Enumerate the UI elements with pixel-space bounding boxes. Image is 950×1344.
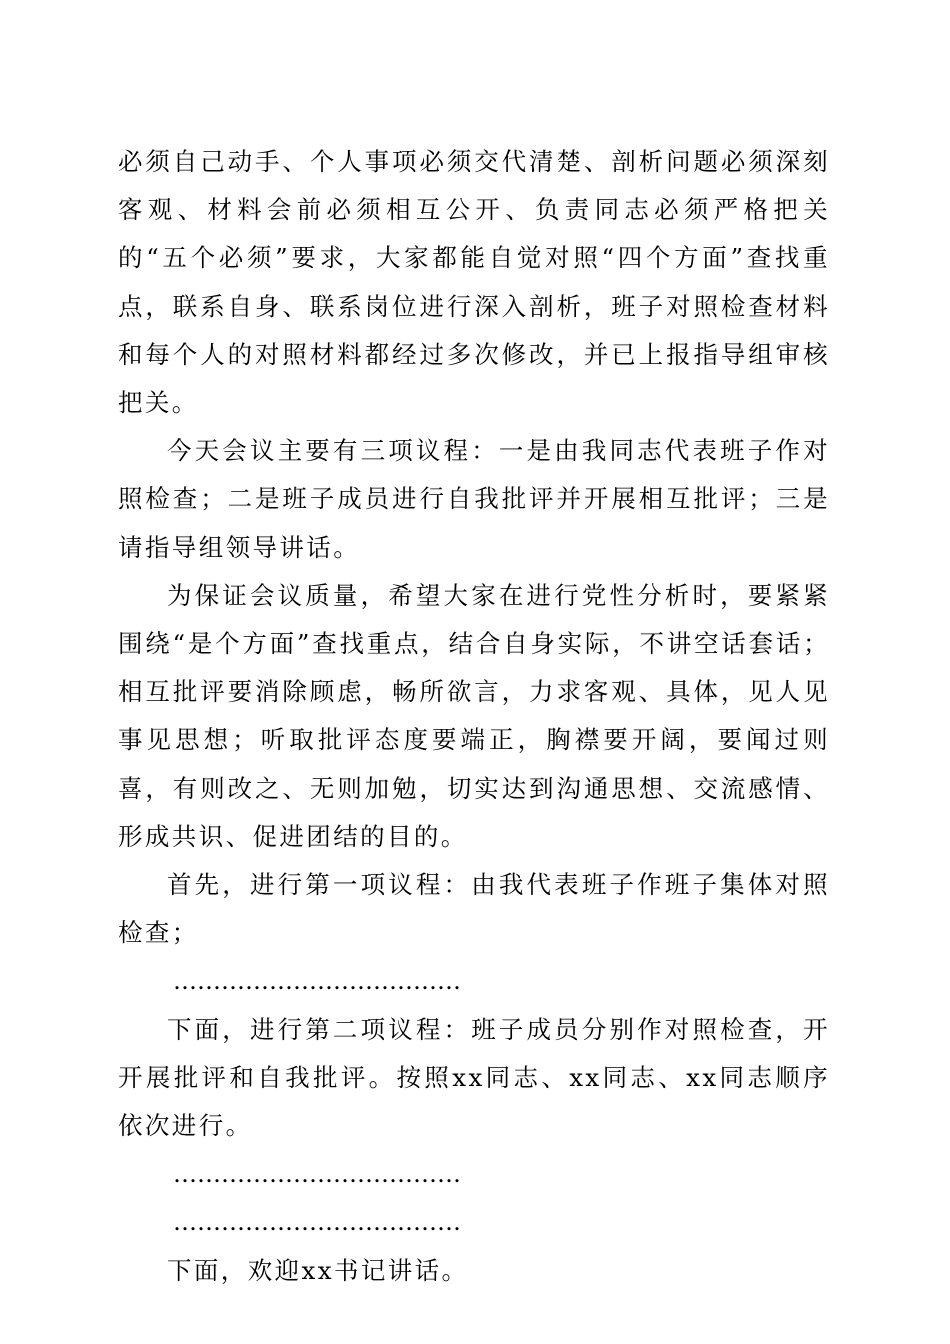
ellipsis-line: ……………………………… [173,1208,461,1237]
ellipsis-line: ……………………………… [173,1160,461,1189]
paragraph-requirements: 为保证会议质量，希望大家在进行党性分析时，要紧紧围绕“是个方面”查找重点，结合自身实际，不讲空话套话；相互批评要消除顾虑，畅所欲言，力求客观、具体，见人见事见思想；听取批评态度要端正，胸襟要开阔，要闻过则喜，有则改之、无则加勉，切实达到沟通思想、交流感情、形成共识、促进团结的目的。 [118,580,830,851]
document-body [118,138,830,1295]
paragraph-second-item: 下面，进行第二项议程：班子成员分别作对照检查，开开展批评和自我批评。按照xx同志、xx同志、xx同志顺序依次进行。 [118,1014,830,1141]
ellipsis-line: ……………………………… [173,967,461,996]
paragraph-agenda: 今天会议主要有三项议程：一是由我同志代表班子作对照检查；二是班子成员进行自我批评并开展相互批评；三是请指导组领导讲话。 [118,436,830,562]
paragraph-speech: 下面，欢迎xx书记讲话。 [167,1255,469,1285]
paragraph-continuation: 必须自己动手、个人事项必须交代清楚、剖析问题必须深刻客观、材料会前必须相互公开、负责同志必须严格把关的“五个必须”要求，大家都能自觉对照“四个方面”查找重点，联系自身、联系岗位进行深入剖析，班子对照检查材料和每个人的对照材料都经过多次修改，并已上报指导组审核把关。 [118,147,830,418]
paragraph-first-item: 首先，进行第一项议程：由我代表班子作班子集体对照检查； [118,870,830,948]
